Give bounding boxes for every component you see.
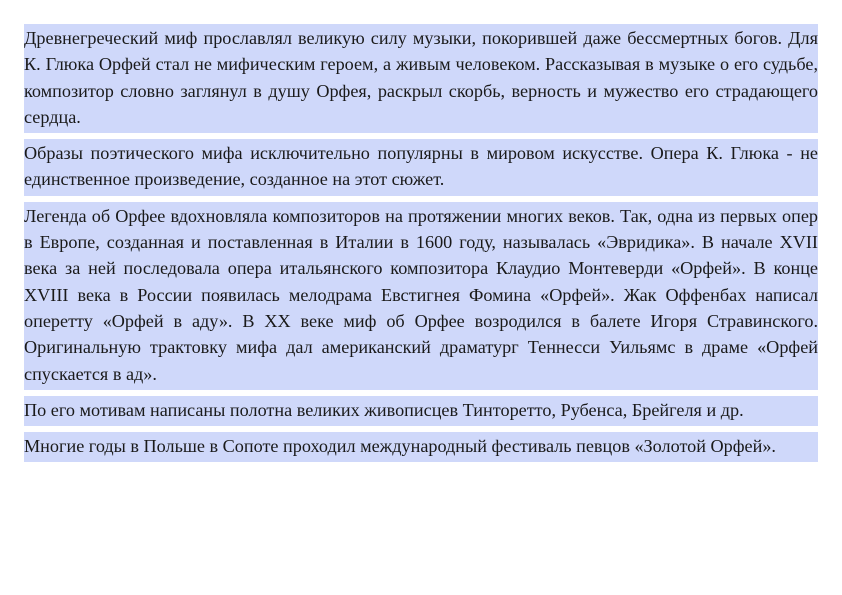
paragraph-sopot-festival: Многие годы в Польше в Сопоте проходил международный фестиваль певцов «Золотой Орфей». <box>24 432 818 462</box>
paragraph-myth-popularity: Образы поэтического мифа исключительно популярны в мировом искусстве. Опера К. Глюка - не единственное произведение, созданное на этот сюжет. <box>24 139 818 196</box>
paragraph-orpheus-legend-history: Легенда об Орфее вдохновляла композиторов на протяжении многих веков. Так, одна из первых опер в Европе, созданная и поставленная в Италии в 1600 году, называлась «Эвридика». В начале XVII века за ней последовала опера итальянского композитора Клаудио Монтеверди «Орфей». В конце XVIII века в России появилась мелодрама Евстигнея Фомина «Орфей». Жак Оффенбах написал оперетту «Орфей в аду». В XX веке миф об Орфее возродился в балете Игоря Стравинского. Оригинальную трактовку мифа дал американский драматург Теннесси Уильямс в драме «Орфей спускается в ад». <box>24 202 818 390</box>
paragraph-painters: По его мотивам написаны полотна великих живописцев Тинторетто, Рубенса, Брейгеля и др. <box>24 396 818 426</box>
paragraph-gluck-orpheus: Древнегреческий миф прославлял великую силу музыки, покорившей даже бессмертных богов. Для К. Глюка Орфей стал не мифическим героем, а живым человеком. Рассказывая в музыке о его судьбе, композитор словно заглянул в душу Орфея, раскрыл скорбь, верность и мужество его страдающего сердца. <box>24 24 818 133</box>
text-block <box>24 24 818 462</box>
